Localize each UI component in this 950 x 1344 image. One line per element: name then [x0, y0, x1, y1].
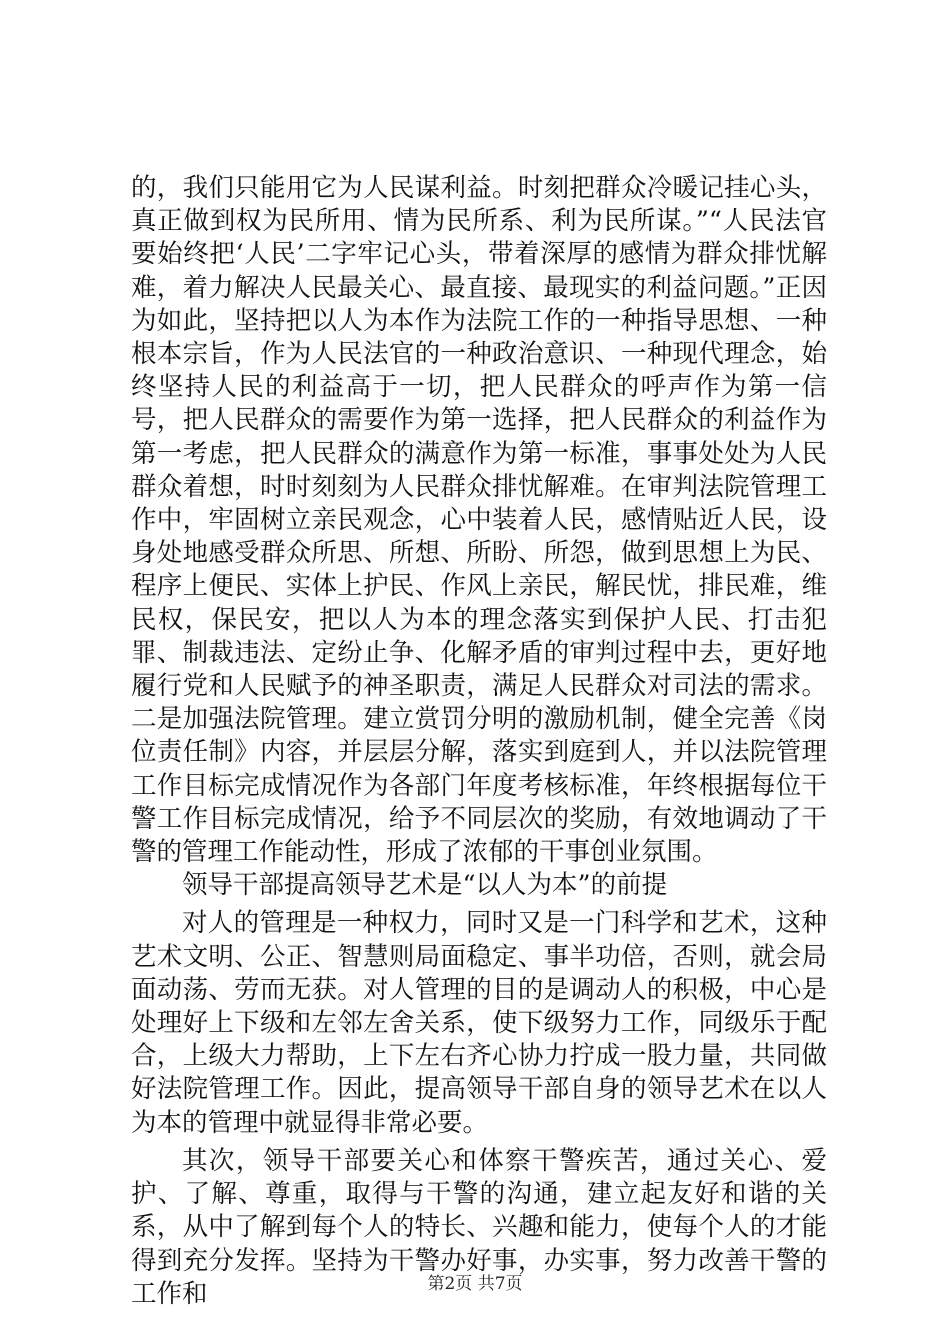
- document-body: [131, 172, 827, 1311]
- paragraph-2: 对人的管理是一种权力，同时又是一门科学和艺术，这种艺术文明、公正、智慧则局面稳定、事半功倍，否则，就会局面动荡、劳而无获。对人管理的目的是调动人的积极，中心是处理好上下级和左邻左舍关系，使下级努力工作，同级乐于配合，上级大力帮助，上下左右齐心协力拧成一股力量，共同做好法院管理工作。因此，提高领导干部自身的领导艺术在以人为本的管理中就显得非常必要。: [131, 908, 827, 1138]
- section-heading: 领导干部提高领导艺术是“以人为本”的前提: [182, 870, 668, 901]
- page-number: 第2页 共7页: [427, 1274, 523, 1294]
- paragraph-1: 的，我们只能用它为人民谋利益。时刻把群众冷暖记挂心头，真正做到权为民所用、情为民所系、利为民所谋。”“人民法官要始终把‘人民’二字牢记心头，带着深厚的感情为群众排忧解难，着力解决人民最关心、最直接、最现实的利益问题。”正因为如此，坚持把以人为本作为法院工作的一种指导思想、一种根本宗旨，作为人民法官的一种政治意识、一种现代理念，始终坚持人民的利益高于一切，把人民群众的呼声作为第一信号，把人民群众的需要作为第一选择，把人民群众的利益作为第一考虑，把人民群众的满意作为第一标准，事事处处为人民群众着想，时时刻刻为人民群众排忧解难。在审判法院管理工作中，牢固树立亲民观念，心中装着人民，感情贴近人民，设身处地感受群众所思、所想、所盼、所怨，做到思想上为民、程序上便民、实体上护民、作风上亲民，解民忧，排民难，维民权，保民安，把以人为本的理念落实到保护人民、打击犯罪、制裁违法、定纷止争、化解矛盾的审判过程中去，更好地履行党和人民赋予的神圣职责，满足人民群众对司法的需求。二是加强法院管理。建立赏罚分明的激励机制，健全完善《岗位责任制》内容，并层层分解，落实到庭到人，并以法院管理工作目标完成情况作为各部门年度考核标准，年终根据每位干警工作目标完成情况，给予不同层次的奖励，有效地调动了干警的管理工作能动性，形成了浓郁的干事创业氛围。: [131, 173, 827, 868]
- paragraph-3: 其次，领导干部要关心和体察干警疾苦，通过关心、爱护、了解、尊重，取得与干警的沟通，建立起友好和谐的关系，从中了解到每个人的特长、兴趣和能力，使每个人的才能得到充分发挥。坚持为干警办好事，办实事，努力改善干警的工作和: [131, 1145, 827, 1309]
